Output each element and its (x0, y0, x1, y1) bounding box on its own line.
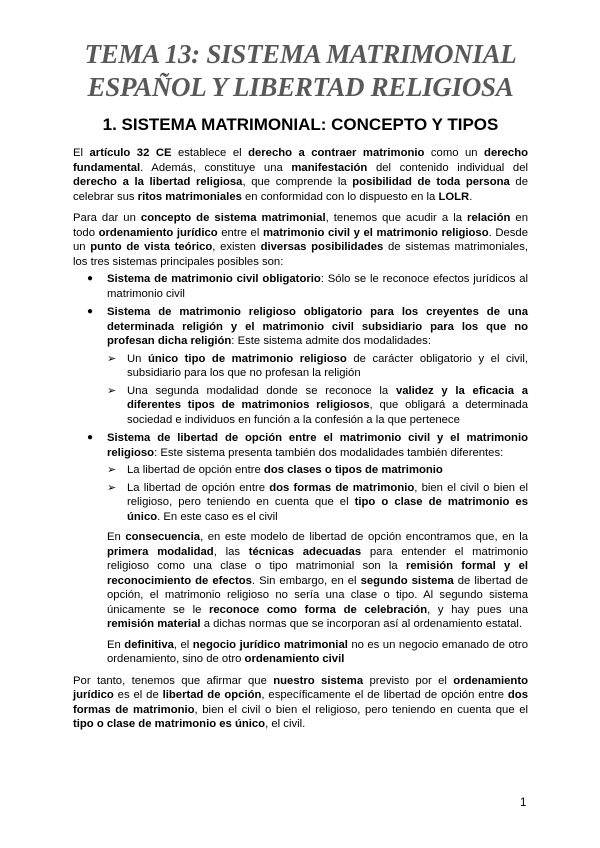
list-item (73, 431, 528, 524)
bold-text: consecuencia (125, 531, 201, 543)
text-run: establece el (171, 147, 249, 159)
text-run: : Este sistema presenta también dos modalidades también diferentes: (154, 446, 504, 459)
bold-text: derecho a la libertad religiosa (73, 176, 243, 188)
title-line-2: ESPAÑOL Y LIBERTAD RELIGIOSA (87, 72, 514, 102)
document-page (73, 0, 528, 732)
text-run: de carácter obligatorio y el civil, subsidiario para los que no profesan la religión (127, 352, 528, 379)
text-run: Un (127, 352, 148, 365)
page-number: 1 (520, 797, 527, 809)
bold-text: libertad de opción (162, 689, 262, 701)
bold-text: derecho fundamental (73, 147, 528, 174)
text-run: de libertad de opción, el matrimonio religioso no sería una clase o tipo. Al segundo sistema únicamente se le (107, 574, 528, 616)
text-run: La libertad de opción entre (127, 481, 270, 494)
text-run: de sistemas matrimoniales, los tres sistemas principales posibles son: (73, 241, 528, 268)
text-run: en conformidad con lo dispuesto en la (241, 190, 439, 203)
list-item-text (107, 432, 528, 459)
bold-text: remisión formal y el reconocimiento de efectos (107, 560, 528, 587)
text-run: del contenido individual del (367, 161, 528, 174)
bold-text: concepto de sistema matrimonial (140, 212, 326, 224)
text-run: , y hay pues una (427, 603, 528, 616)
text-run: previsto por el (363, 674, 454, 687)
list-item (73, 305, 528, 427)
bold-text: tipo o clase de matrimonio es único (127, 496, 528, 523)
text-run: , en este modelo de libertad de opción encontramos que, en la (200, 531, 528, 543)
sub-list-item-text (127, 482, 528, 523)
text-run: , las (213, 545, 249, 558)
arrow-icon: ➢ (107, 352, 117, 365)
bold-text: manifestación (291, 161, 368, 174)
text-run: en todo (73, 212, 528, 239)
bold-text: técnicas adecuadas (248, 545, 362, 558)
bold-text: primera modalidad (107, 545, 214, 558)
bold-text: derecho a contraer matrimonio (248, 147, 425, 159)
sub-list-item-text (127, 353, 528, 380)
bold-text: diversas posibilidades (260, 241, 384, 253)
text-run: no es un negocio emanado de otro ordenamiento, sino de otro (107, 638, 528, 665)
sub-list-item (107, 384, 528, 428)
paragraph-concept (73, 211, 528, 269)
bold-text: punto de vista teórico (90, 241, 213, 253)
bold-text: negocio jurídico matrimonial (192, 638, 348, 651)
document-title (73, 38, 528, 104)
bold-text: matrimonio civil y el matrimonio religioso (262, 226, 489, 239)
text-run: Por tanto, tenemos que afirmar que (73, 674, 274, 687)
bullet-icon: ● (87, 273, 94, 284)
bold-text: dos clases o tipos de matrimonio (263, 464, 443, 476)
systems-list (73, 272, 528, 524)
title-line-1: TEMA 13: SISTEMA MATRIMONIAL (84, 39, 517, 69)
text-run: , existen (212, 241, 261, 253)
bold-text: segundo sistema (360, 574, 454, 587)
bold-text: nuestro sistema (273, 674, 364, 687)
text-run: como un (424, 147, 485, 159)
bold-text: Sistema de matrimonio civil obligatorio (107, 273, 321, 285)
section-heading: 1. SISTEMA MATRIMONIAL: CONCEPTO Y TIPOS (102, 115, 499, 134)
list-item-text (107, 306, 528, 347)
sub-list-item (107, 352, 528, 381)
list-item-text (107, 273, 528, 300)
text-run: . Sin embargo, en el (251, 574, 361, 587)
bold-text: dos formas de matrimonio (73, 689, 528, 716)
bold-text: definitiva (124, 638, 174, 651)
text-run: : Sólo se le reconoce efectos jurídicos al matrimonio civil (107, 273, 528, 300)
text-run: , bien el civil o bien el religioso, pero teniendo en cuenta que el (194, 703, 528, 716)
sub-list (107, 463, 528, 524)
text-run: , el (173, 638, 193, 651)
bullet-icon: ● (87, 432, 94, 443)
text-run: , bien el civil o bien el religioso, pero teniendo en cuenta que el (127, 481, 528, 508)
bold-text: validez y la eficacia a diferentes tipos de matrimonios religiosos (127, 384, 529, 411)
bold-text: reconoce como forma de celebración (208, 603, 428, 616)
bold-text: ordenamiento civil (244, 653, 345, 665)
text-run: Para dar un (73, 212, 141, 224)
text-run: En (107, 531, 126, 543)
text-run: para entender el matrimonio religioso como una clase o tipo matrimonial son la (107, 545, 528, 572)
bold-text: artículo 32 CE (89, 147, 172, 159)
text-run: , específicamente el de libertad de opción entre (261, 689, 508, 701)
sub-list (107, 352, 528, 428)
bold-text: ordenamiento jurídico (73, 674, 528, 701)
text-run: a dichas normas que se incorporan así al ordenamiento estatal. (200, 618, 523, 630)
bold-text: tipo o clase de matrimonio es único (73, 718, 266, 730)
text-run: , tenemos que acudir a la (325, 212, 468, 224)
paragraph-intro (73, 146, 528, 204)
text-run: Una segunda modalidad donde se reconoce la (127, 384, 396, 397)
sub-list-item-text (127, 464, 443, 476)
sub-list-item (107, 463, 528, 478)
bold-text: ritos matrimoniales (137, 190, 242, 203)
list-item (73, 272, 528, 301)
text-run: . En este caso es el civil (157, 510, 278, 523)
text-run: entre el (217, 226, 263, 239)
text-run: es el de (113, 689, 163, 701)
bold-text: posibilidad de toda persona (352, 176, 510, 188)
bold-text: relación (467, 212, 511, 224)
arrow-icon: ➢ (107, 481, 117, 494)
text-run: : Este sistema admite dos modalidades: (231, 335, 431, 347)
bold-text: Sistema de libertad de opción entre el matrimonio civil y el matrimonio religioso (107, 432, 528, 459)
bold-text: dos formas de matrimonio (269, 481, 415, 494)
text-run: , el civil. (265, 718, 306, 730)
text-run: . (469, 190, 473, 203)
text-run: El (73, 147, 90, 159)
bold-text: Sistema de matrimonio religioso obligatorio para los creyentes de una determinada religión y el matrimonio civil subsidiario para los que no profesan dicha religión (107, 306, 528, 347)
sub-list-item-text (127, 385, 528, 426)
bold-text: remisión material (107, 618, 201, 630)
bold-text: LOLR (438, 190, 470, 203)
text-run: En (107, 638, 125, 651)
bold-text: ordenamiento jurídico (98, 226, 218, 239)
text-run: , que comprende la (242, 176, 353, 188)
paragraph-definitiva (73, 638, 528, 667)
paragraph-conclusion (73, 674, 528, 732)
text-run: La libertad de opción entre (127, 464, 264, 476)
bold-text: único tipo de matrimonio religioso (148, 352, 347, 365)
bullet-icon: ● (87, 306, 94, 317)
sub-list-item (107, 481, 528, 525)
arrow-icon: ➢ (107, 464, 117, 476)
paragraph-consecuencia (73, 530, 528, 632)
text-run: , que obligará a determinada sociedad e individuos en función a la confesión a la que pertenece (127, 399, 528, 426)
text-run: . Además, constituye una (140, 161, 292, 174)
text-run: de celebrar sus (73, 176, 528, 203)
arrow-icon: ➢ (107, 384, 117, 397)
text-run: . Desde un (73, 226, 528, 253)
